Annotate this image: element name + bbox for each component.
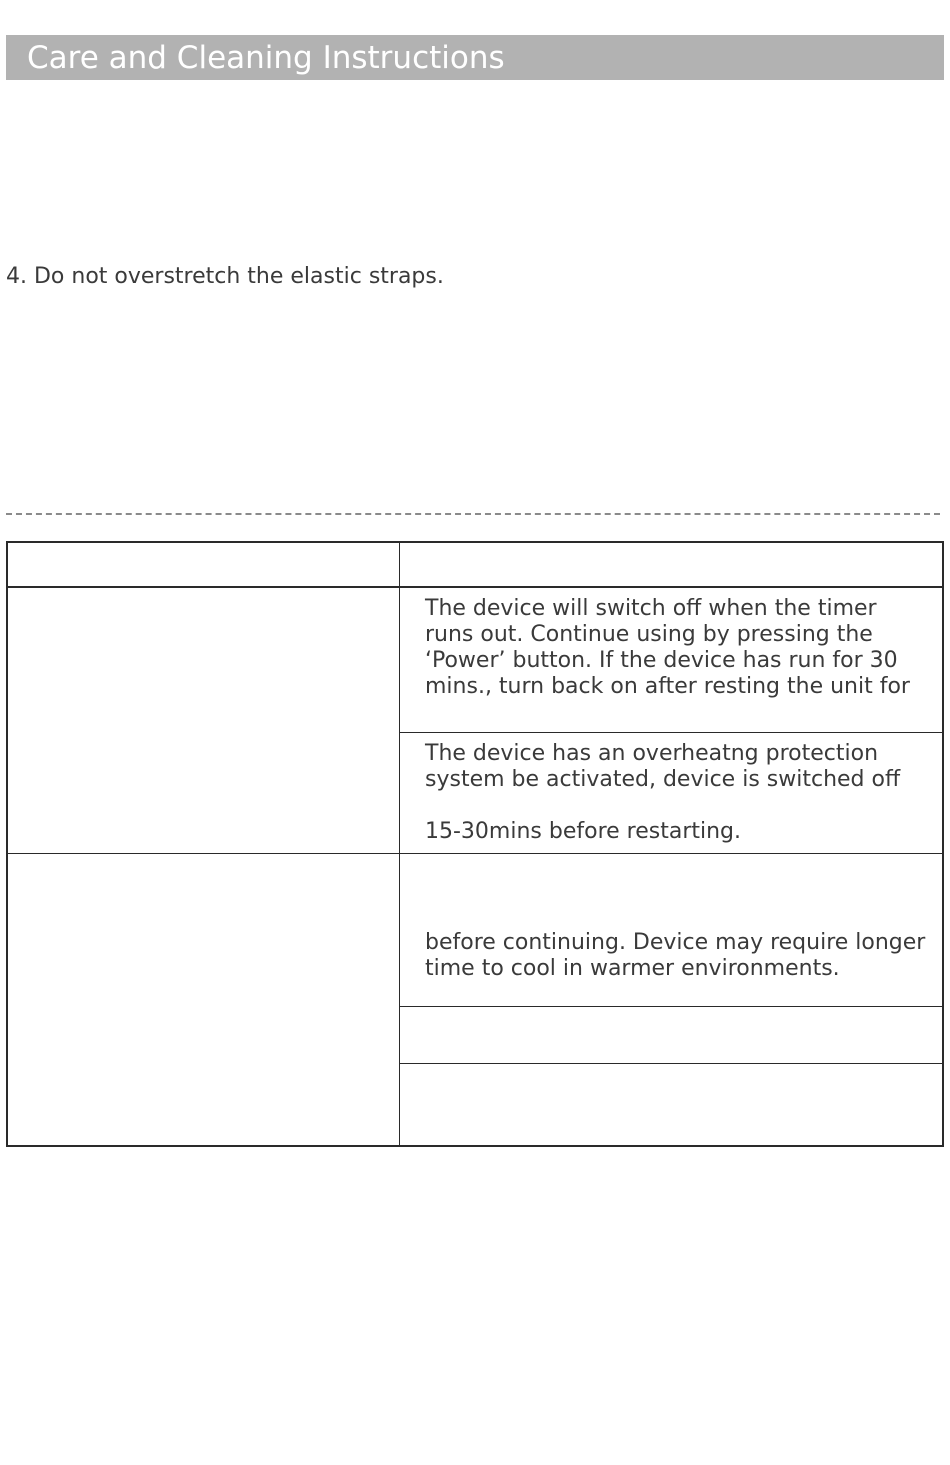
table-cell-solution: The device will switch off when the timer runs out. Continue using by pressing the ‘Power’ button. If the device has run for 30 mins., turn back on after resting the unit for [425, 596, 910, 699]
table-cell-solution: The device has an overheatng protection system be activated, device is switched off [425, 741, 901, 792]
table-group-divider [8, 853, 942, 854]
section-header-bar [6, 35, 944, 80]
table-row-divider [400, 1063, 942, 1064]
table-cell-solution: before continuing. Device may require longer time to cool in warmer environments. [425, 930, 926, 981]
table-column-divider [399, 543, 400, 1145]
table-cell-solution: 15-30mins before restarting. [425, 819, 742, 844]
table-row-divider [400, 732, 942, 733]
dashed-divider [6, 513, 940, 515]
care-instruction-4: 4. Do not overstretch the elastic straps. [6, 264, 444, 289]
troubleshooting-table [6, 541, 944, 1147]
table-header-divider [8, 586, 942, 588]
section-title: Care and Cleaning Instructions [27, 40, 505, 76]
table-row-divider [400, 1006, 942, 1007]
